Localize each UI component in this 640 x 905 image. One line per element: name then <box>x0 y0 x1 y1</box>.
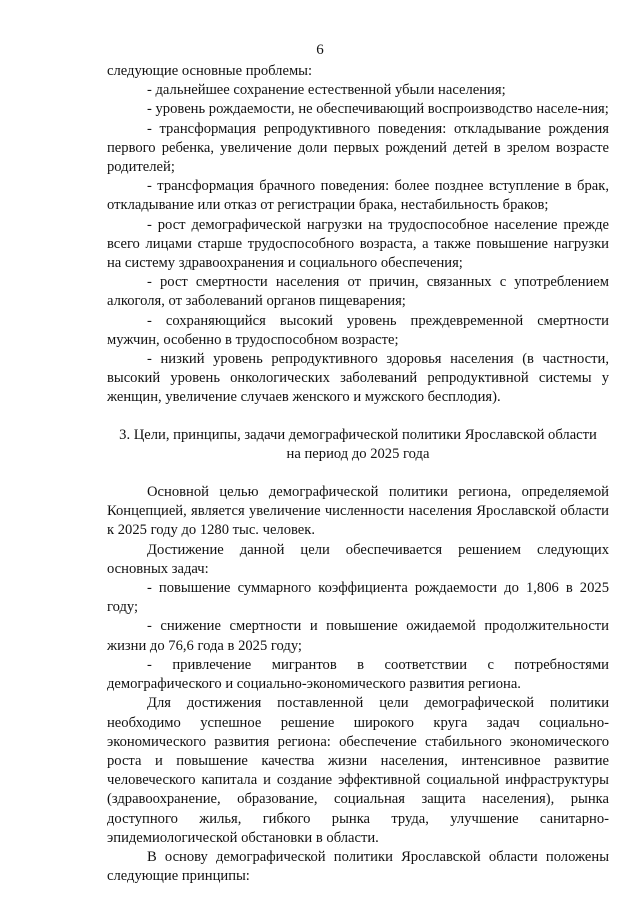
principles-intro: В основу демографической политики Ярославской области положены следующие принципы: <box>107 848 609 885</box>
problem-item: - рост смертности населения от причин, связанных с употреблением алкоголя, от заболеваний органов пищеварения; <box>107 274 609 310</box>
section-heading-line-2: на период до 2025 года <box>286 445 430 462</box>
problem-item: - низкий уровень репродуктивного здоровья населения (в частности, высокий уровень онкологических заболеваний репродуктивной системы у женщин, увеличение случаев женского и мужского бесплодия). <box>107 351 609 406</box>
solution-paragraph: Для достижения поставленной цели демографической политики необходимо успешное решение широкого круга задач социально-экономического развития региона: обеспечение стабильного экономического роста и повышение качества жизни населения, интенсивное развитие человеческого капитала и создание эффективной социальной инфраструктуры (здравоохранение, образование, социальная защита населения), рынка доступного жилья, гибкого рынка труда, улучшение санитарно-эпидемиологической обстановки в области. <box>107 695 609 846</box>
problems-intro: следующие основные проблемы: <box>107 63 313 79</box>
problems-list <box>107 81 609 407</box>
tasks-list <box>107 579 609 694</box>
tasks-intro: Достижение данной цели обеспечивается решением следующих основных задач: <box>107 541 609 577</box>
goal-paragraph: Основной целью демографической политики региона, определяемой Концепцией, является увеличение численности населения Ярославской области к 2025 году до 1280 тыс. человек. <box>107 484 609 539</box>
task-item: - привлечение мигрантов в соответствии с потребностями демографического и социально-экономического развития региона. <box>107 656 609 693</box>
problem-item: - трансформация репродуктивного поведения: откладывание рождения первого ребенка, увеличение доли первых рождений детей в зрелом возрасте родителей; <box>107 120 609 176</box>
page-content <box>107 62 609 886</box>
task-item: - снижение смертности и повышение ожидаемой продолжительности жизни до 76,6 года в 2025 году; <box>107 618 609 654</box>
section-heading-line-1: 3. Цели, принципы, задачи демографической политики Ярославской области <box>119 426 597 443</box>
task-item: - повышение суммарного коэффициента рождаемости до 1,806 в 2025 году; <box>107 580 609 616</box>
page-number: 6 <box>316 42 324 58</box>
problem-item: - сохраняющийся высокий уровень преждевременной смертности мужчин, особенно в трудоспособном возрасте; <box>107 312 609 348</box>
problem-item: - дальнейшее сохранение естественной убыли населения; <box>147 82 506 99</box>
problem-item: - рост демографической нагрузки на трудоспособное население прежде всего лицами старше трудоспособного возраста, а также повышение нагрузки на систему здравоохранения и социального обеспечения; <box>107 216 609 272</box>
problem-item: - уровень рождаемости, не обеспечивающий воспроизводство населе-ния; <box>147 101 609 118</box>
section-heading <box>107 426 609 464</box>
problem-item: - трансформация брачного поведения: более позднее вступление в брак, откладывание или отказ от регистрации брака, нестабильность браков; <box>107 178 609 214</box>
